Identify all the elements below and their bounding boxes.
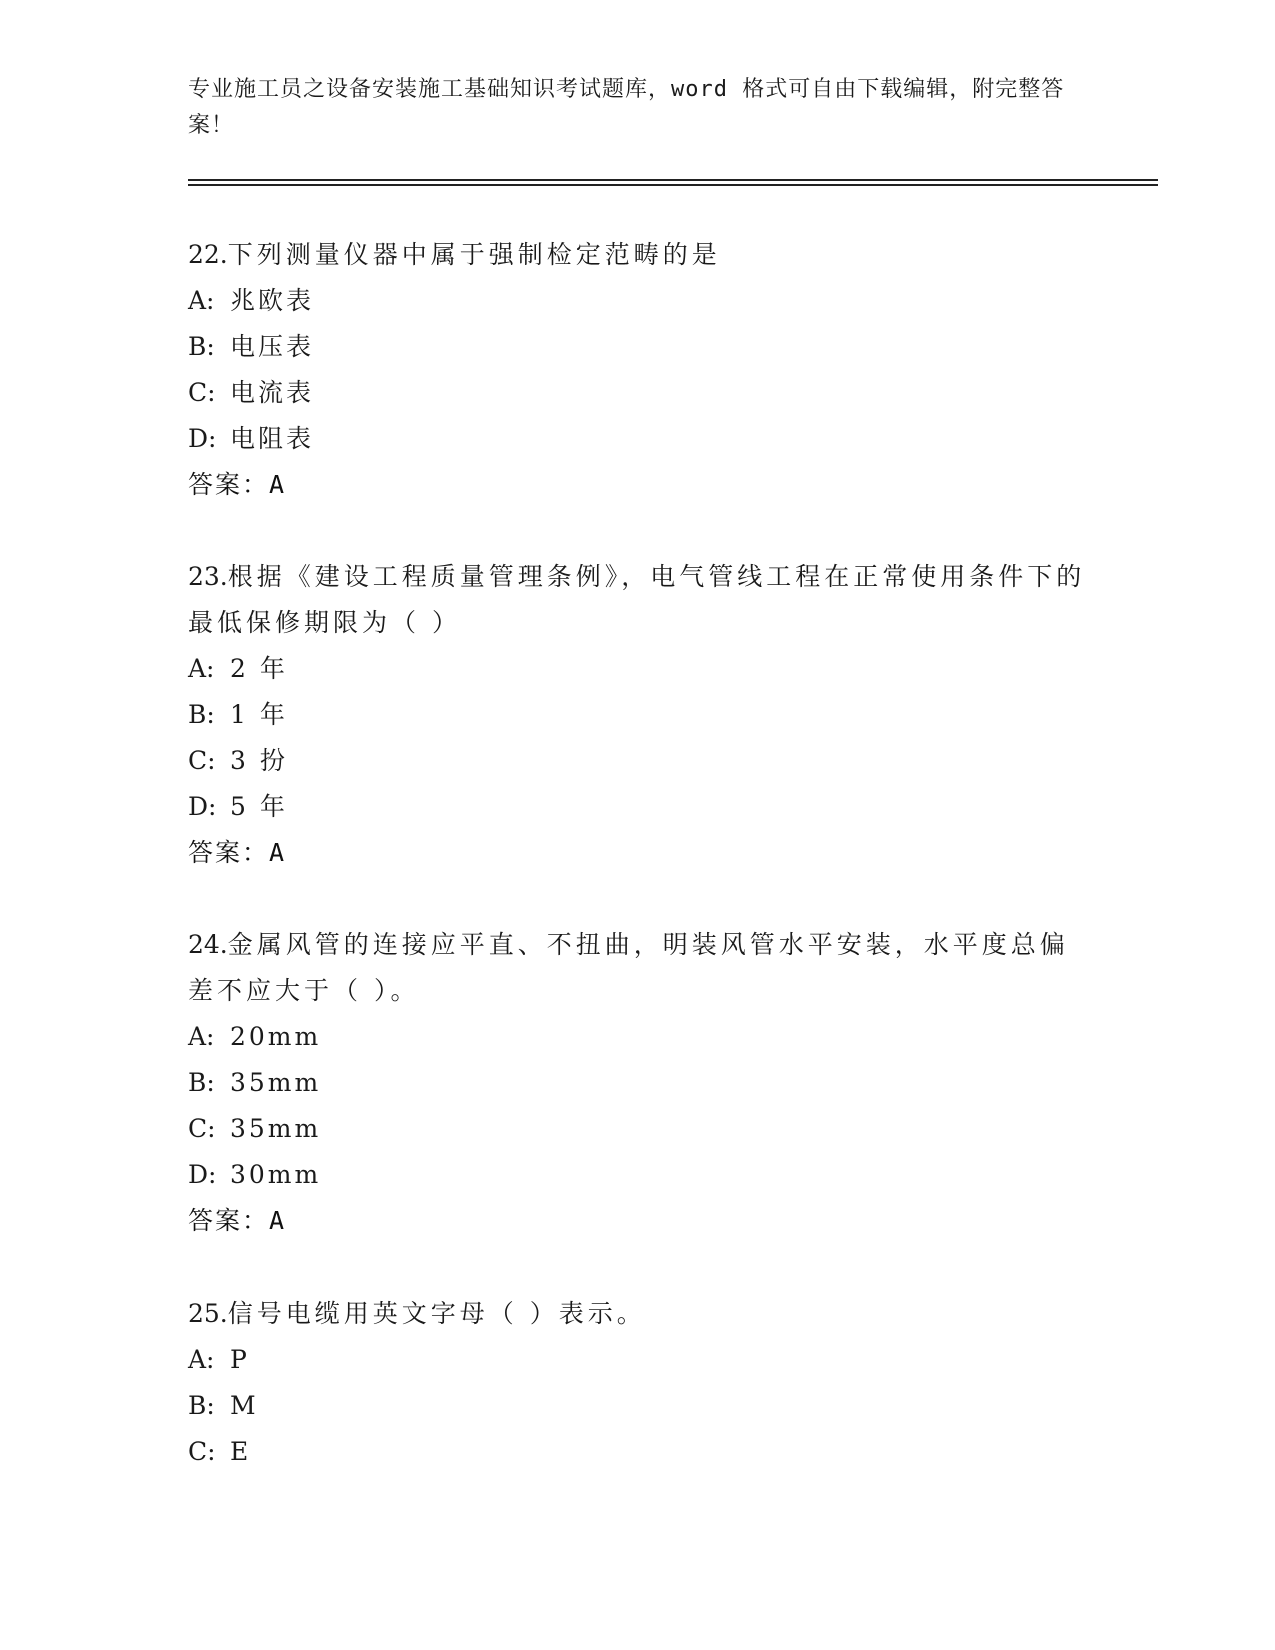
option-letter: A:: [188, 654, 215, 683]
question-title: [188, 232, 1088, 278]
option-text: 兆欧表: [230, 286, 315, 315]
option-d: [188, 1152, 1088, 1198]
option-text: 1 年: [230, 700, 288, 729]
option-c: [188, 370, 1088, 416]
question-24: [188, 922, 1088, 1244]
option-letter: B:: [188, 700, 215, 729]
question-23: [188, 554, 1088, 876]
option-text: 电阻表: [230, 424, 315, 453]
option-text: M: [230, 1391, 259, 1420]
question-number: 22.: [188, 240, 228, 269]
header-divider-top: [188, 179, 1158, 181]
option-text: 2 年: [230, 654, 288, 683]
option-letter: C:: [188, 1437, 216, 1466]
question-number: 25.: [188, 1299, 228, 1328]
option-d: [188, 784, 1088, 830]
option-a: [188, 1014, 1088, 1060]
option-letter: B:: [188, 1391, 215, 1420]
question-22: [188, 232, 1088, 508]
option-letter: D:: [188, 424, 217, 453]
answer-line: 答案：A: [188, 470, 287, 499]
document-header: 专业施工员之设备安装施工基础知识考试题库，word 格式可自由下载编辑，附完整答案！: [188, 77, 1065, 138]
header-divider-bottom: [188, 184, 1158, 186]
option-text: 3 扮: [230, 746, 288, 775]
question-title: [188, 1291, 1088, 1337]
option-letter: C:: [188, 746, 216, 775]
option-text: 5 年: [230, 792, 288, 821]
option-letter: A:: [188, 1022, 215, 1051]
question-number: 24.: [188, 930, 228, 959]
option-letter: C:: [188, 1114, 216, 1143]
option-c: [188, 1429, 1088, 1475]
answer-line: 答案：A: [188, 1206, 287, 1235]
option-a: [188, 1337, 1088, 1383]
option-b: [188, 692, 1088, 738]
option-text: 35mm: [230, 1114, 322, 1143]
option-text: P: [230, 1345, 250, 1374]
option-c: [188, 738, 1088, 784]
option-letter: B:: [188, 1068, 215, 1097]
option-a: [188, 646, 1088, 692]
option-text: 电压表: [230, 332, 315, 361]
question-text: 信号电缆用英文字母（ ）表示。: [227, 1299, 646, 1328]
option-letter: C:: [188, 378, 216, 407]
option-b: [188, 1060, 1088, 1106]
option-d: [188, 416, 1088, 462]
question-text: 金属风管的连接应平直、不扭曲，明装风管水平安装，水平度总偏差不应大于（ ）。: [188, 930, 1069, 1005]
question-number: 23.: [188, 562, 228, 591]
option-text: 35mm: [230, 1068, 322, 1097]
question-25: [188, 1291, 1088, 1475]
option-text: 电流表: [230, 378, 315, 407]
option-b: [188, 324, 1088, 370]
question-title: [188, 554, 1088, 646]
option-b: [188, 1383, 1088, 1429]
answer-line: 答案：A: [188, 838, 287, 867]
option-letter: D:: [188, 792, 217, 821]
option-letter: D:: [188, 1160, 217, 1189]
question-text: 下列测量仪器中属于强制检定范畴的是: [227, 240, 721, 269]
question-title: [188, 922, 1088, 1014]
option-c: [188, 1106, 1088, 1152]
option-letter: A:: [188, 1345, 215, 1374]
option-text: E: [230, 1437, 252, 1466]
option-a: [188, 278, 1088, 324]
option-letter: B:: [188, 332, 215, 361]
option-text: 30mm: [230, 1160, 322, 1189]
question-text: 根据《建设工程质量管理条例》，电气管线工程在正常使用条件下的最低保修期限为（ ）: [188, 562, 1086, 637]
option-letter: A:: [188, 286, 215, 315]
option-text: 20mm: [230, 1022, 322, 1051]
